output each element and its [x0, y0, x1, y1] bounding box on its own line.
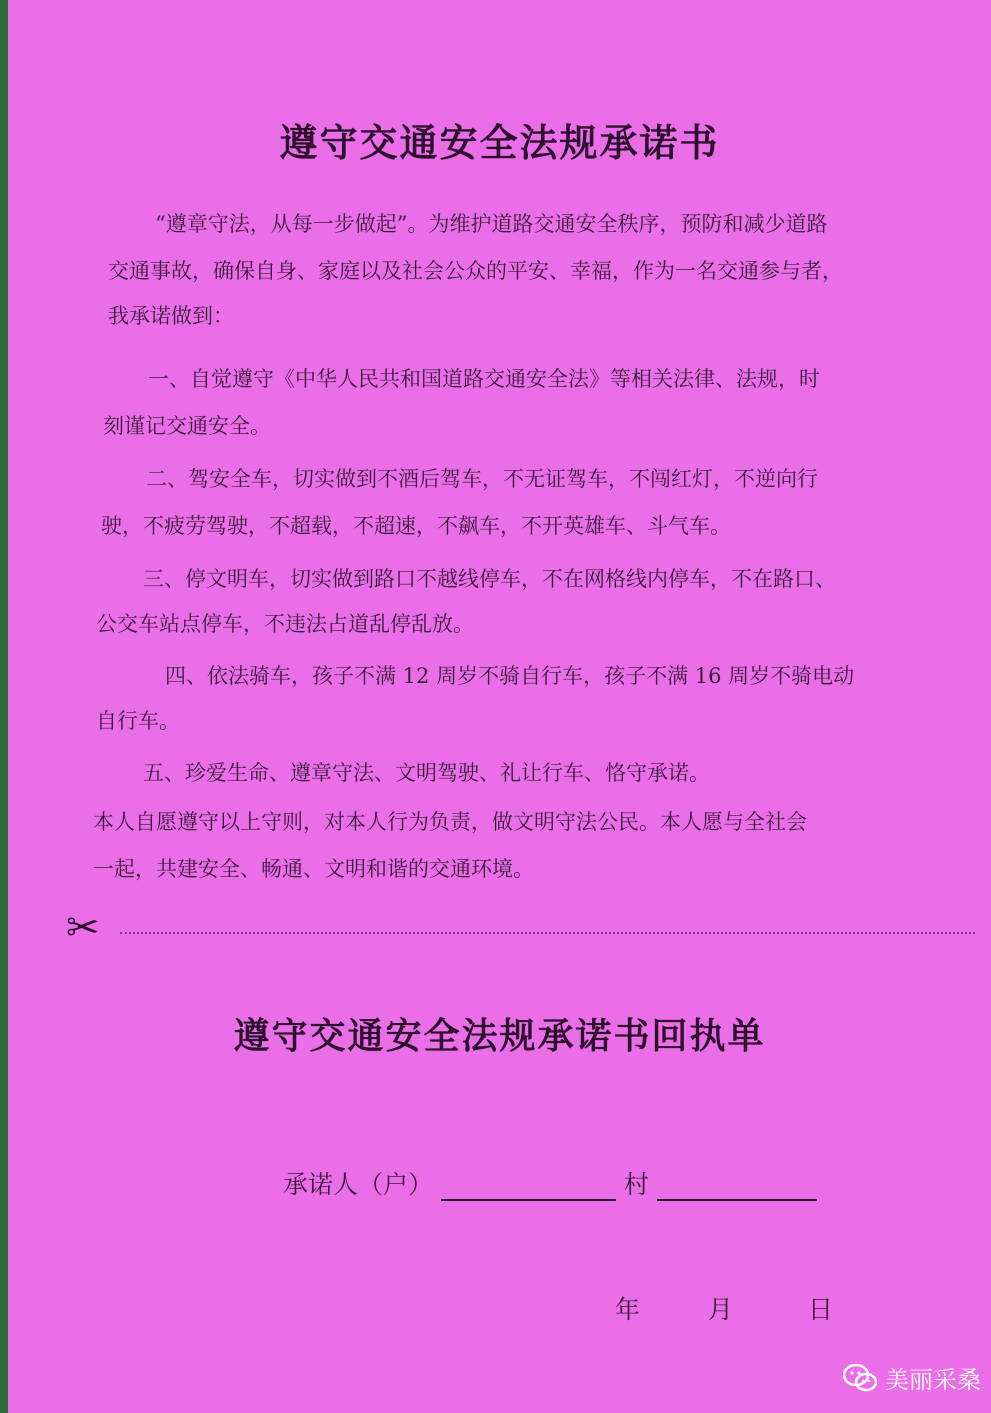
watermark: [843, 1360, 981, 1395]
watermark-text: 美丽采桑: [885, 1366, 981, 1394]
item-1-line-2: 刻谨记交通安全。: [103, 414, 271, 438]
receipt-title: 遵守交通安全法规承诺书回执单: [233, 1015, 766, 1057]
signature-row: [283, 1165, 817, 1201]
pledge-paper: [8, 0, 991, 1413]
item-3-line-1: 三、停文明车，切实做到路口不越线停车，不在网格线内停车，不在路口、: [143, 567, 836, 591]
intro-line-2: 交通事故，确保自身、家庭以及社会公众的平安、幸福，作为一名交通参与者，: [108, 259, 843, 283]
day-label: 日: [808, 1295, 834, 1324]
item-5-line-1: 五、珍爱生命、遵章守法、文明驾驶、礼让行车、恪守承诺。: [143, 761, 710, 785]
item-4-line-2: 自行车。: [96, 709, 180, 733]
wechat-icon: [843, 1364, 877, 1392]
item-3-line-2: 公交车站点停车，不违法占道乱停乱放。: [96, 612, 474, 636]
pledger-label: 承诺人（户）: [283, 1170, 434, 1199]
month-label: 月: [708, 1295, 734, 1324]
item-1-line-1: 一、自觉遵守《中华人民共和国道路交通安全法》等相关法律、法规，时: [148, 367, 820, 391]
year-label: 年: [615, 1295, 641, 1324]
document-title: 遵守交通安全法规承诺书: [279, 120, 720, 165]
intro-line-3: 我承诺做到：: [108, 304, 234, 328]
pledger-blank: [441, 1169, 616, 1201]
scissors-icon: ✂: [66, 905, 100, 951]
item-2-line-2: 驶，不疲劳驾驶，不超载，不超速，不飙车，不开英雄车、斗气车。: [101, 514, 731, 538]
item-4-line-1: 四、依法骑车，孩子不满 12 周岁不骑自行车，孩子不满 16 周岁不骑电动: [165, 664, 855, 688]
closing-line-2: 一起，共建安全、畅通、文明和谐的交通环境。: [93, 857, 534, 881]
village-blank: [657, 1169, 817, 1201]
intro-line-1: “遵章守法，从每一步做起”。为维护道路交通安全秩序，预防和减少道路: [155, 212, 828, 236]
village-label: 村: [623, 1170, 649, 1199]
cut-line: [120, 932, 975, 934]
closing-line-1: 本人自愿遵守以上守则，对本人行为负责，做文明守法公民。本人愿与全社会: [93, 810, 807, 834]
item-2-line-1: 二、驾安全车，切实做到不酒后驾车，不无证驾车，不闯红灯，不逆向行: [146, 467, 818, 491]
